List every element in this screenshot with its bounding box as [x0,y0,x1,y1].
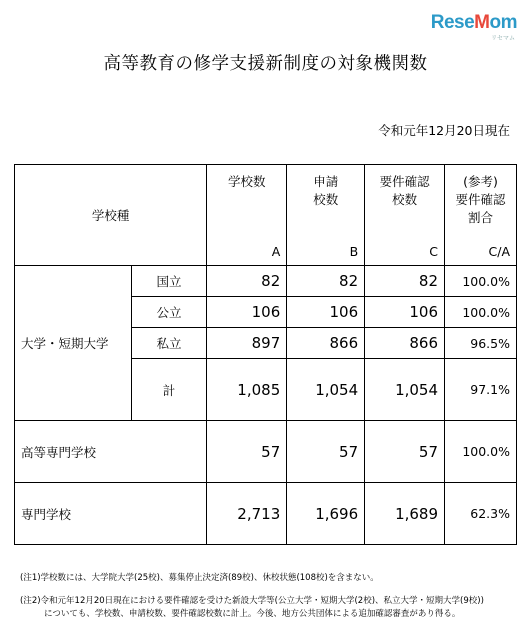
table-row: 公立 106 106 106 100.0% [15,297,517,328]
resemom-logo: ReseMom [430,12,517,33]
table-row: 大学・短期大学 国立 82 82 82 100.0% [15,266,517,297]
note-2: (注2)令和元年12月20日現在における要件確認を受けた新設大学等(公立大学・短期大学(2校)、私立大学・短期大学(9校)) [20,596,484,606]
header-application-count: 申請 校数 B [287,165,365,266]
table-row-college-of-technology: 高等専門学校 57 57 57 100.0% [15,421,517,483]
table-row: 私立 897 866 866 96.5% [15,328,517,359]
note-2-continued: についても、学校数、申請校数、要件確認校数に計上。今後、地方公共団体による追加確認審査があり得る。 [44,609,461,619]
header-confirmed-ratio: (参考) 要件確認 割合 C/A [445,165,517,266]
footnotes [20,572,484,621]
note-1: (注1)学校数には、大学院大学(25校)、募集停止決定済(89校)、休校状態(108校)を含まない。 [20,573,379,583]
header-school-count: 学校数 A [207,165,287,266]
table-row-vocational-school: 専門学校 2,713 1,696 1,689 62.3% [15,483,517,545]
header-school-type: 学校種 [15,165,207,266]
page-title: 高等教育の修学支援新制度の対象機関数 [103,54,428,74]
table-row-total: 計 1,085 1,054 1,054 97.1% [15,359,517,421]
as-of-date: 令和元年12月20日現在 [378,123,510,138]
table-header-row [15,165,517,266]
resemom-logo-sub: リセマム [491,36,515,42]
institutions-table [14,164,517,545]
header-confirmed-count: 要件確認 校数 C [365,165,445,266]
group-university-label: 大学・短期大学 [15,266,132,421]
